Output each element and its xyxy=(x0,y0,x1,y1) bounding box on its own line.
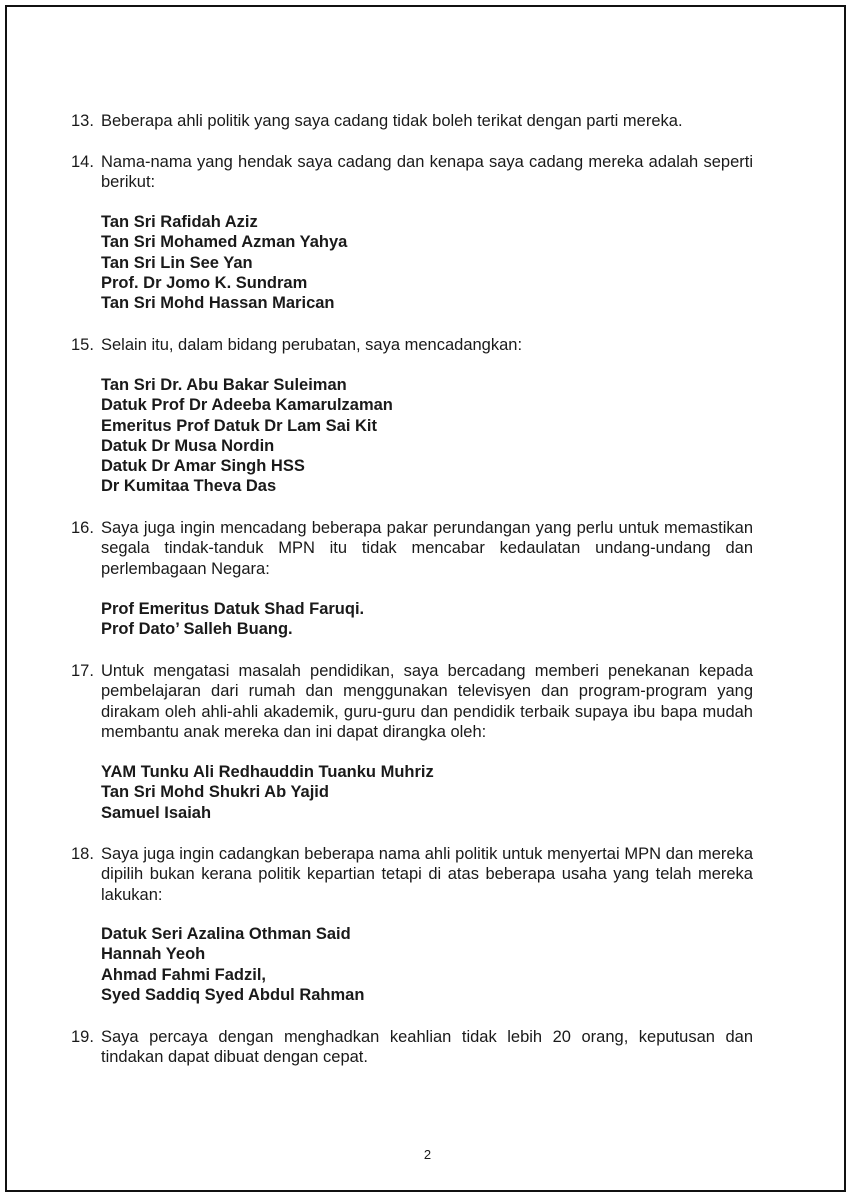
paragraph-text: Selain itu, dalam bidang perubatan, saya mencadangkan: xyxy=(101,336,523,354)
name-entry: Datuk Dr Amar Singh HSS xyxy=(101,457,305,476)
name-list-18 xyxy=(101,924,364,1005)
name-entry: Samuel Isaiah xyxy=(101,803,212,822)
paragraph-text: Saya juga ingin cadangkan beberapa nama ahli politik untuk menyertai MPN dan mereka dipilih bukan kerana politik kepartian tetapi di atas beberapa usaha yang telah mereka lakukan: xyxy=(101,845,753,904)
paragraph-13 xyxy=(71,111,753,131)
name-entry: Dr Kumitaa Theva Das xyxy=(101,477,277,496)
name-entry: YAM Tunku Ali Redhauddin Tuanku Muhriz xyxy=(101,763,434,781)
name-entry: Hannah Yeoh xyxy=(101,945,206,964)
paragraph-number: 14. xyxy=(71,153,94,171)
paragraph-text: Beberapa ahli politik yang saya cadang tidak boleh terikat dengan parti mereka. xyxy=(101,112,683,130)
name-list-17 xyxy=(101,762,434,823)
paragraph-17 xyxy=(71,661,753,742)
name-entry: Datuk Seri Azalina Othman Said xyxy=(101,925,351,943)
paragraph-text: Saya juga ingin mencadang beberapa pakar perundangan yang perlu untuk memastikan segala tindak-tanduk MPN itu tidak mencabar kedaulatan undang-undang dan perlembagaan Negara: xyxy=(101,519,753,578)
name-entry: Tan Sri Dr. Abu Bakar Suleiman xyxy=(101,376,347,394)
paragraph-text: Untuk mengatasi masalah pendidikan, saya bercadang memberi penekanan kepada pembelajaran dari rumah dan menggunakan televisyen dan program-program yang dirakam oleh ahli-ahli akademik, guru-guru dan pendidik terbaik supaya ibu bapa mudah membantu anak mereka dan ini dapat dirangka oleh: xyxy=(101,662,753,741)
paragraph-number: 13. xyxy=(71,112,94,130)
paragraph-number: 16. xyxy=(71,519,94,537)
name-entry: Tan Sri Mohd Hassan Marican xyxy=(101,294,335,313)
name-entry: Syed Saddiq Syed Abdul Rahman xyxy=(101,985,365,1004)
paragraph-16 xyxy=(71,518,753,579)
paragraph-18 xyxy=(71,844,753,905)
paragraph-14 xyxy=(71,152,753,193)
name-entry: Tan Sri Mohd Shukri Ab Yajid xyxy=(101,783,329,802)
paragraph-15 xyxy=(71,335,753,355)
name-list-14 xyxy=(101,212,347,313)
paragraph-text: Saya percaya dengan menghadkan keahlian tidak lebih 20 orang, keputusan dan tindakan dapat dibuat dengan cepat. xyxy=(101,1028,753,1067)
paragraph-number: 17. xyxy=(71,662,94,680)
name-entry: Emeritus Prof Datuk Dr Lam Sai Kit xyxy=(101,416,377,435)
name-list-16 xyxy=(101,599,364,640)
name-entry: Tan Sri Mohamed Azman Yahya xyxy=(101,233,348,252)
paragraph-number: 15. xyxy=(71,336,94,354)
name-entry: Prof. Dr Jomo K. Sundram xyxy=(101,273,308,292)
name-entry: Prof Dato’ Salleh Buang. xyxy=(101,620,293,639)
name-entry: Ahmad Fahmi Fadzil, xyxy=(101,965,267,984)
paragraph-text: Nama-nama yang hendak saya cadang dan kenapa saya cadang mereka adalah seperti berikut: xyxy=(101,153,753,192)
name-list-15 xyxy=(101,375,393,497)
name-entry: Tan Sri Rafidah Aziz xyxy=(101,213,258,231)
paragraph-number: 19. xyxy=(71,1028,94,1046)
page-number: 2 xyxy=(423,1147,432,1162)
name-entry: Tan Sri Lin See Yan xyxy=(101,253,253,272)
name-entry: Datuk Prof Dr Adeeba Kamarulzaman xyxy=(101,396,393,415)
document-page xyxy=(5,5,846,1192)
paragraph-number: 18. xyxy=(71,845,94,863)
paragraph-19 xyxy=(71,1027,753,1068)
name-entry: Prof Emeritus Datuk Shad Faruqi. xyxy=(101,600,365,618)
name-entry: Datuk Dr Musa Nordin xyxy=(101,436,275,455)
